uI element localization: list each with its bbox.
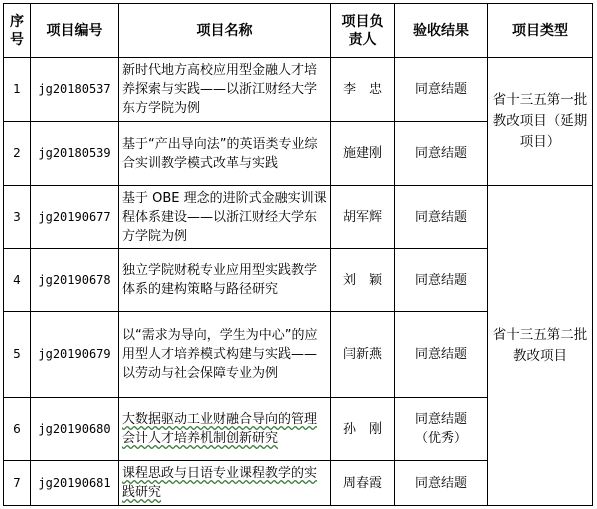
cell-result: 同意结题（优秀） bbox=[395, 398, 488, 461]
cell-leader: 李 忠 bbox=[331, 58, 395, 122]
cell-name: 基于“产出导向法”的英语类专业综合实训教学模式改革与实践 bbox=[119, 122, 331, 186]
cell-name: 基于 OBE 理念的进阶式金融实训课程体系建设——以浙江财经大学东方学院为例 bbox=[119, 186, 331, 249]
table-header-row bbox=[4, 4, 593, 58]
cell-name-text: 课程思政与日语专业课程教学的实践研究 bbox=[122, 466, 318, 500]
cell-result: 同意结题 bbox=[395, 249, 488, 312]
cell-no: 7 bbox=[4, 461, 31, 506]
header-no: 序号 bbox=[4, 4, 31, 58]
cell-leader: 孙 刚 bbox=[331, 398, 395, 461]
cell-leader: 施建刚 bbox=[331, 122, 395, 186]
cell-code: jg20190677 bbox=[31, 186, 119, 249]
cell-name-text: 大数据驱动工业财融合导向的管理会计人才培养机制创新研究 bbox=[122, 412, 318, 446]
cell-code: jg20190678 bbox=[31, 249, 119, 312]
header-name: 项目名称 bbox=[119, 4, 331, 58]
table-row bbox=[4, 58, 593, 122]
cell-code: jg20180537 bbox=[31, 58, 119, 122]
cell-code: jg20190681 bbox=[31, 461, 119, 506]
header-code: 项目编号 bbox=[31, 4, 119, 58]
cell-type-group2: 省十三五第二批教改项目 bbox=[488, 186, 593, 506]
cell-leader: 胡军辉 bbox=[331, 186, 395, 249]
cell-result: 同意结题 bbox=[395, 312, 488, 398]
cell-code: jg20180539 bbox=[31, 122, 119, 186]
cell-result: 同意结题 bbox=[395, 186, 488, 249]
cell-leader: 闫新燕 bbox=[331, 312, 395, 398]
cell-name: 新时代地方高校应用型金融人才培养探索与实践——以浙江财经大学东方学院为例 bbox=[119, 58, 331, 122]
cell-no: 4 bbox=[4, 249, 31, 312]
cell-no: 6 bbox=[4, 398, 31, 461]
cell-code: jg20190679 bbox=[31, 312, 119, 398]
cell-code: jg20190680 bbox=[31, 398, 119, 461]
cell-no: 3 bbox=[4, 186, 31, 249]
cell-result: 同意结题 bbox=[395, 461, 488, 506]
cell-name bbox=[119, 398, 331, 461]
cell-name: 以“需求为导向，学生为中心”的应用型人才培养模式构建与实践——以劳动与社会保障专业为例 bbox=[119, 312, 331, 398]
header-leader: 项目负责人 bbox=[331, 4, 395, 58]
cell-leader: 刘 颖 bbox=[331, 249, 395, 312]
table-row bbox=[4, 186, 593, 249]
header-result: 验收结果 bbox=[395, 4, 488, 58]
cell-no: 1 bbox=[4, 58, 31, 122]
cell-leader: 周春霞 bbox=[331, 461, 395, 506]
cell-name bbox=[119, 461, 331, 506]
cell-result: 同意结题 bbox=[395, 122, 488, 186]
cell-no: 2 bbox=[4, 122, 31, 186]
cell-result: 同意结题 bbox=[395, 58, 488, 122]
cell-no: 5 bbox=[4, 312, 31, 398]
header-type: 项目类型 bbox=[488, 4, 593, 58]
project-acceptance-table bbox=[3, 3, 593, 506]
cell-type-group1: 省十三五第一批教改项目（延期项目） bbox=[488, 58, 593, 186]
cell-name: 独立学院财税专业应用型实践教学体系的建构策略与路径研究 bbox=[119, 249, 331, 312]
